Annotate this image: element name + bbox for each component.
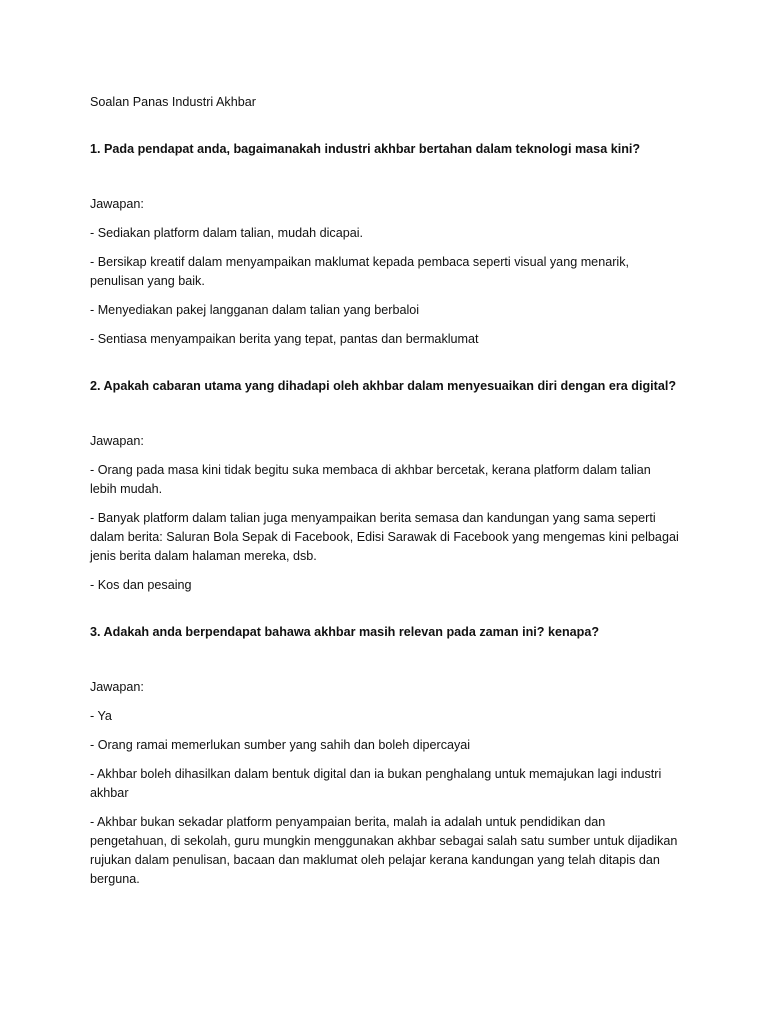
- answer-label: Jawapan:: [90, 197, 144, 211]
- answer-label: Jawapan:: [90, 434, 144, 448]
- question-heading: 2. Apakah cabaran utama yang dihadapi oleh akhbar dalam menyesuaikan diri dengan era digital?: [90, 379, 677, 393]
- question-section-3: [90, 623, 680, 889]
- answer-item: - Bersikap kreatif dalam menyampaikan maklumat kepada pembaca seperti visual yang menarik, penulisan yang baik.: [90, 255, 629, 288]
- answer-item: - Akhbar boleh dihasilkan dalam bentuk digital dan ia bukan penghalang untuk memajukan lagi industri akhbar: [90, 767, 662, 800]
- answer-item: - Menyediakan pakej langganan dalam talian yang berbaloi: [90, 303, 420, 317]
- answer-item: - Sentiasa menyampaikan berita yang tepat, pantas dan bermaklumat: [90, 332, 479, 346]
- question-heading: 1. Pada pendapat anda, bagaimanakah industri akhbar bertahan dalam teknologi masa kini?: [90, 142, 641, 156]
- question-section-1: [90, 140, 680, 349]
- answer-item: - Orang ramai memerlukan sumber yang sahih dan boleh dipercayai: [90, 738, 471, 752]
- answer-item: - Kos dan pesaing: [90, 578, 192, 592]
- answer-item: - Orang pada masa kini tidak begitu suka membaca di akhbar bercetak, kerana platform dalam talian lebih mudah.: [90, 463, 651, 496]
- answer-item: - Akhbar bukan sekadar platform penyampaian berita, malah ia adalah untuk pendidikan dan pengetahuan, di sekolah, guru mungkin menggunakan akhbar sebagai salah satu sumber untuk dijadikan rujukan dalam penulisan, bacaan dan maklumat oleh pelajar kerana kandungan yang telah ditapis dan berguna.: [90, 815, 678, 886]
- document-content: [90, 93, 680, 899]
- answer-item: - Ya: [90, 709, 112, 723]
- answer-item: - Banyak platform dalam talian juga menyampaikan berita semasa dan kandungan yang sama seperti dalam berita: Saluran Bola Sepak di Facebook, Edisi Sarawak di Facebook yang mengemas kini pelbagai jenis berita dalam halaman mereka, dsb.: [90, 511, 679, 563]
- document-title: Soalan Panas Industri Akhbar: [90, 95, 256, 109]
- answer-item: - Sediakan platform dalam talian, mudah dicapai.: [90, 226, 364, 240]
- answer-label: Jawapan:: [90, 680, 144, 694]
- question-heading: 3. Adakah anda berpendapat bahawa akhbar masih relevan pada zaman ini? kenapa?: [90, 625, 600, 639]
- question-section-2: [90, 377, 680, 595]
